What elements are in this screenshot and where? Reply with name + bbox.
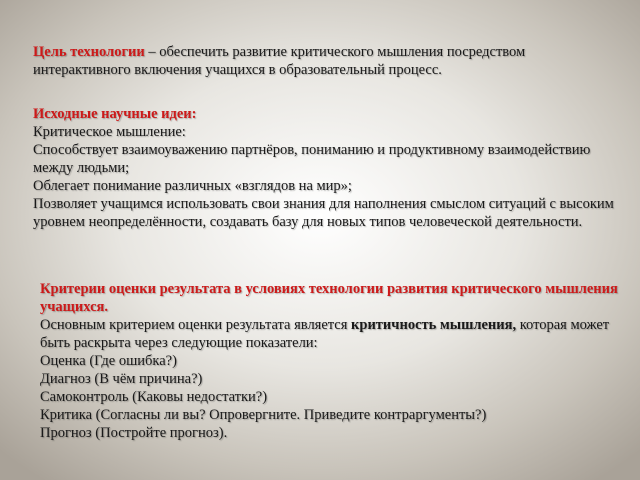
indicator-forecast: Прогноз (Постройте прогноз). (40, 425, 228, 441)
ideas-line-knowledge: Позволяет учащимся использовать свои знания для наполнения смыслом ситуаций с высоким уровнем неопределённости, создавать базу для новых типов человеческой деятельности. (33, 196, 614, 230)
ideas-line-respect: Способствует взаимоуважению партнёров, пониманию и продуктивному взаимодействию между людьми; (33, 142, 591, 176)
ideas-line-critical-thinking: Критическое мышление: (33, 124, 186, 140)
goal-paragraph (33, 43, 623, 79)
criteria-heading: Критерии оценки результата в условиях технологии развития критического мышления учащихся. (40, 281, 618, 315)
ideas-heading: Исходные научные идеи: (33, 106, 197, 122)
criteria-intro-after: которая может быть раскрыта через следующие показатели: (40, 317, 610, 351)
ideas-line-worldviews: Облегает понимание различных «взглядов на мир»; (33, 178, 352, 194)
criteria-intro-bold: критичность мышления, (351, 317, 517, 333)
criteria-section (40, 280, 620, 442)
criteria-intro (40, 316, 620, 352)
indicator-evaluation: Оценка (Где ошибка?) (40, 353, 177, 369)
ideas-section (33, 105, 628, 231)
indicator-diagnosis: Диагноз (В чём причина?) (40, 371, 203, 387)
criteria-intro-before: Основным критерием оценки результата является (40, 317, 352, 333)
goal-label: Цель технологии (33, 44, 145, 60)
indicator-critique: Критика (Согласны ли вы? Опровергните. Приведите контраргументы?) (40, 407, 487, 423)
indicator-self-control: Самоконтроль (Каковы недостатки?) (40, 389, 268, 405)
goal-text: – обеспечить развитие критического мышления посредством интерактивного включения учащихся в образовательный процесс. (33, 44, 526, 78)
